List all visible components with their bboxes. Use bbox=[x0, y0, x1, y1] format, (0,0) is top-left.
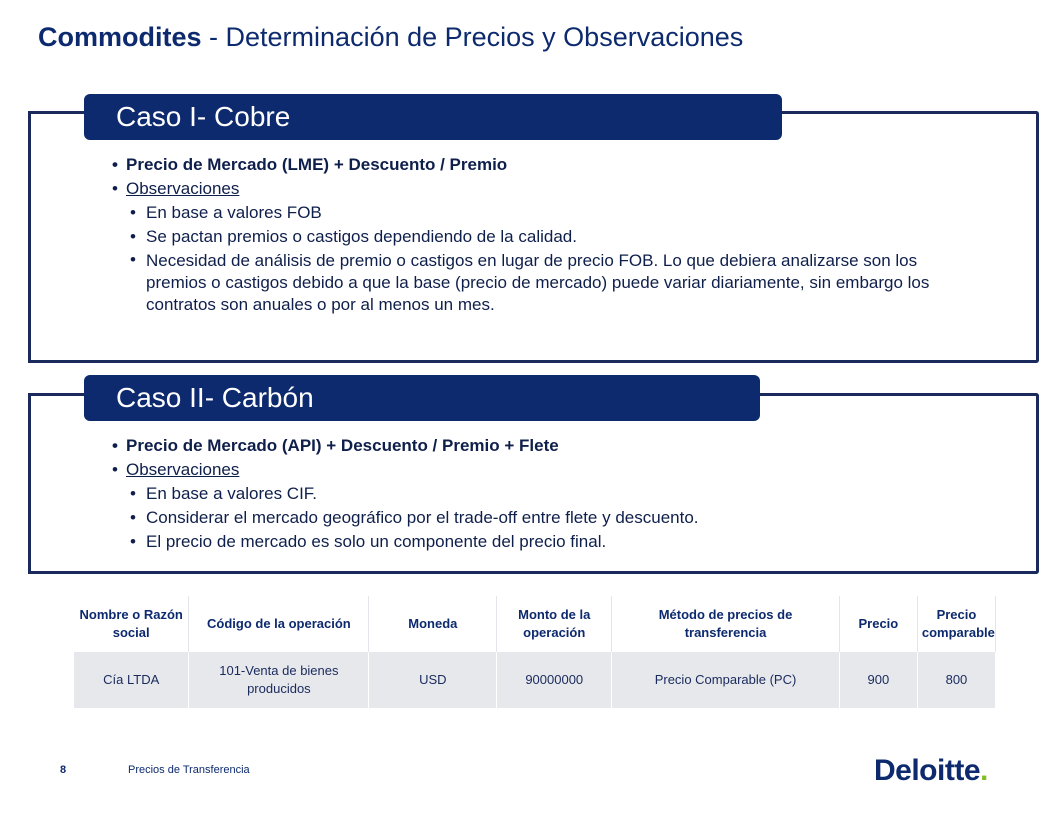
logo-dot: . bbox=[980, 754, 988, 787]
table-cell: USD bbox=[369, 652, 497, 708]
case2-heading: • Precio de Mercado (API) + Descuento / Premio + Flete bbox=[110, 434, 940, 458]
logo-text: Deloitte bbox=[874, 754, 981, 787]
case2-content bbox=[110, 434, 940, 554]
case2-tab: Caso II- Carbón bbox=[92, 375, 760, 421]
case2-obs-label: Observaciones bbox=[126, 460, 240, 479]
footer-text: Precios de Transferencia bbox=[128, 764, 250, 776]
table-cell: Precio Comparable (PC) bbox=[612, 652, 840, 708]
table-cell: 90000000 bbox=[497, 652, 612, 708]
case1-observaciones bbox=[110, 177, 940, 201]
col-header: Método de precios de transferencia bbox=[612, 596, 840, 652]
case2-item-1: • En base a valores CIF. bbox=[110, 482, 940, 506]
col-header: Código de la operación bbox=[189, 596, 369, 652]
case1-item-1: • En base a valores FOB bbox=[110, 201, 940, 225]
col-header: Monto de la operación bbox=[497, 596, 612, 652]
page-number: 8 bbox=[60, 764, 67, 776]
case1-item-2: • Se pactan premios o castigos dependiendo de la calidad. bbox=[110, 225, 940, 249]
table-cell: Cía LTDA bbox=[74, 652, 189, 708]
case1-heading: • Precio de Mercado (LME) + Descuento / Premio bbox=[110, 153, 940, 177]
col-header: Precio comparable bbox=[917, 596, 995, 652]
deloitte-logo bbox=[874, 754, 988, 788]
table-header-row bbox=[74, 596, 996, 652]
case1-content bbox=[110, 153, 940, 316]
col-header: Moneda bbox=[369, 596, 497, 652]
col-header: Nombre o Razón social bbox=[74, 596, 189, 652]
table-row bbox=[74, 652, 996, 708]
table-cell: 101-Venta de bienes producidos bbox=[189, 652, 369, 708]
page-title bbox=[38, 22, 743, 53]
col-header: Precio bbox=[839, 596, 917, 652]
case1-item-3: • Necesidad de análisis de premio o castigos en lugar de precio FOB. Lo que debiera analizarse son los premios o castigos debido a que la base (precio de mercado) puede variar diariamente, sin embargo los contratos son anuales o por al menos un mes. bbox=[110, 249, 940, 316]
case1-obs-label: Observaciones bbox=[126, 179, 240, 198]
transfer-price-table bbox=[74, 596, 996, 708]
table-cell: 900 bbox=[839, 652, 917, 708]
case1-tab: Caso I- Cobre bbox=[92, 94, 782, 140]
case2-observaciones bbox=[110, 458, 940, 482]
title-bold: Commodites bbox=[38, 22, 202, 52]
case2-item-3: • El precio de mercado es solo un componente del precio final. bbox=[110, 530, 940, 554]
table-cell: 800 bbox=[917, 652, 995, 708]
case2-item-2: • Considerar el mercado geográfico por el trade-off entre flete y descuento. bbox=[110, 506, 940, 530]
title-rest: - Determinación de Precios y Observaciones bbox=[201, 22, 744, 52]
